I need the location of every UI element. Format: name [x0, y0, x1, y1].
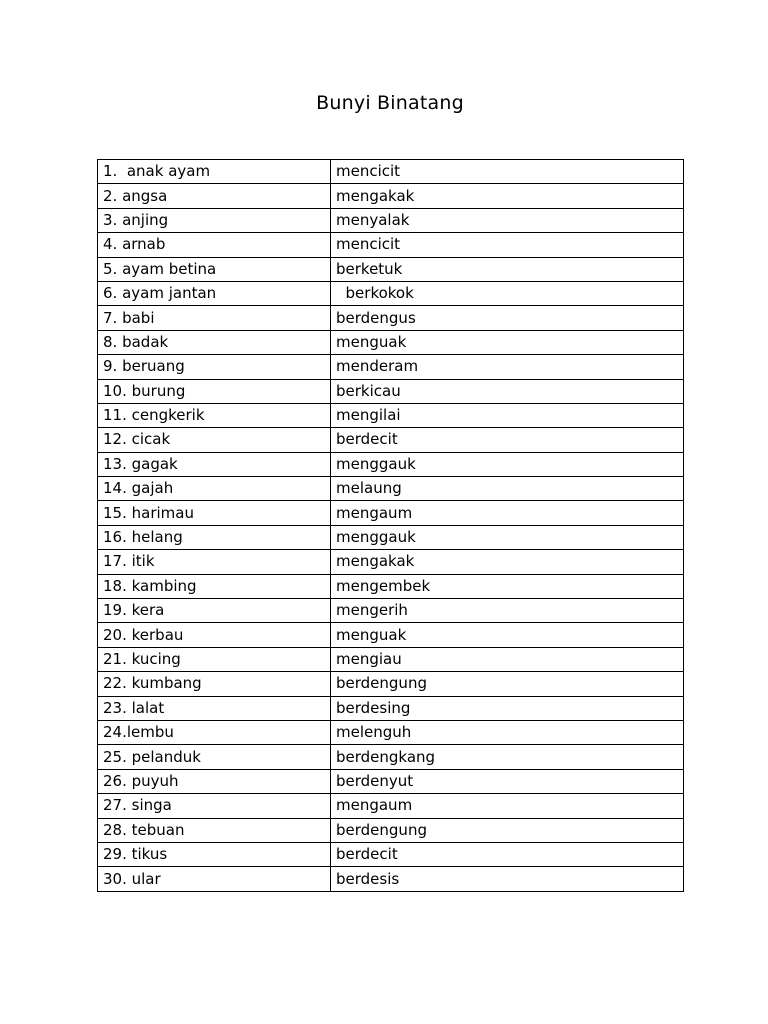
- animal-name-cell: 13. gagak: [98, 452, 331, 476]
- animal-sound-cell: mencicit: [331, 233, 684, 257]
- animal-sound-cell: berkicau: [331, 379, 684, 403]
- animal-name-cell: 27. singa: [98, 794, 331, 818]
- table-row: [98, 599, 684, 623]
- table-row: [98, 574, 684, 598]
- animal-name-cell: 20. kerbau: [98, 623, 331, 647]
- animal-sound-cell: mengaum: [331, 794, 684, 818]
- animal-sound-cell: menyalak: [331, 208, 684, 232]
- animal-name-cell: 21. kucing: [98, 647, 331, 671]
- animal-sound-cell: menggauk: [331, 525, 684, 549]
- table-row: [98, 842, 684, 866]
- animal-sound-cell: mengerih: [331, 599, 684, 623]
- table-row: [98, 379, 684, 403]
- animal-name-cell: 25. pelanduk: [98, 745, 331, 769]
- animal-name-cell: 23. lalat: [98, 696, 331, 720]
- animal-sound-cell: mengembek: [331, 574, 684, 598]
- animal-sounds-table: [97, 159, 684, 892]
- table-row: [98, 769, 684, 793]
- animal-name-cell: 1. anak ayam: [98, 160, 331, 184]
- table-row: [98, 306, 684, 330]
- table-row: [98, 208, 684, 232]
- table-row: [98, 403, 684, 427]
- animal-name-cell: 28. tebuan: [98, 818, 331, 842]
- table-row: [98, 696, 684, 720]
- table-row: [98, 233, 684, 257]
- table-body: [98, 160, 684, 892]
- animal-name-cell: 11. cengkerik: [98, 403, 331, 427]
- animal-sound-cell: melaung: [331, 477, 684, 501]
- animal-name-cell: 8. badak: [98, 330, 331, 354]
- animal-sound-cell: mengakak: [331, 184, 684, 208]
- animal-name-cell: 2. angsa: [98, 184, 331, 208]
- table-row: [98, 745, 684, 769]
- table-row: [98, 794, 684, 818]
- table-row: [98, 623, 684, 647]
- animal-name-cell: 9. beruang: [98, 355, 331, 379]
- animal-sound-cell: mencicit: [331, 160, 684, 184]
- animal-sound-cell: menguak: [331, 330, 684, 354]
- animal-name-cell: 29. tikus: [98, 842, 331, 866]
- animal-name-cell: 6. ayam jantan: [98, 281, 331, 305]
- animal-name-cell: 7. babi: [98, 306, 331, 330]
- animal-name-cell: 14. gajah: [98, 477, 331, 501]
- table-row: [98, 184, 684, 208]
- table-row: [98, 818, 684, 842]
- animal-sound-cell: mengakak: [331, 550, 684, 574]
- animal-sound-cell: berdesis: [331, 867, 684, 891]
- animal-sound-cell: mengiau: [331, 647, 684, 671]
- table-row: [98, 477, 684, 501]
- animal-sound-cell: berdengkang: [331, 745, 684, 769]
- table-row: [98, 257, 684, 281]
- animal-name-cell: 15. harimau: [98, 501, 331, 525]
- table-row: [98, 428, 684, 452]
- animal-sound-cell: berdengung: [331, 818, 684, 842]
- animal-name-cell: 3. anjing: [98, 208, 331, 232]
- table-row: [98, 355, 684, 379]
- animal-name-cell: 16. helang: [98, 525, 331, 549]
- table-row: [98, 647, 684, 671]
- animal-name-cell: 10. burung: [98, 379, 331, 403]
- animal-name-cell: 12. cicak: [98, 428, 331, 452]
- animal-sound-cell: berdengus: [331, 306, 684, 330]
- animal-name-cell: 17. itik: [98, 550, 331, 574]
- animal-sound-cell: berdenyut: [331, 769, 684, 793]
- animal-name-cell: 26. puyuh: [98, 769, 331, 793]
- animal-sound-cell: berdesing: [331, 696, 684, 720]
- animal-name-cell: 4. arnab: [98, 233, 331, 257]
- animal-sound-cell: berkokok: [331, 281, 684, 305]
- table-row: [98, 550, 684, 574]
- table-row: [98, 525, 684, 549]
- table-row: [98, 330, 684, 354]
- table-row: [98, 501, 684, 525]
- table-row: [98, 160, 684, 184]
- animal-name-cell: 19. kera: [98, 599, 331, 623]
- table-row: [98, 452, 684, 476]
- animal-name-cell: 22. kumbang: [98, 672, 331, 696]
- animal-sound-cell: menguak: [331, 623, 684, 647]
- animal-sound-cell: berdengung: [331, 672, 684, 696]
- page-title: Bunyi Binatang: [316, 92, 464, 114]
- animal-sound-cell: berdecit: [331, 842, 684, 866]
- animal-sound-cell: berketuk: [331, 257, 684, 281]
- animal-sound-cell: mengilai: [331, 403, 684, 427]
- animal-sound-cell: berdecit: [331, 428, 684, 452]
- animal-sound-cell: menggauk: [331, 452, 684, 476]
- animal-name-cell: 30. ular: [98, 867, 331, 891]
- table-row: [98, 867, 684, 891]
- table-row: [98, 672, 684, 696]
- animal-sound-cell: menderam: [331, 355, 684, 379]
- animal-name-cell: 18. kambing: [98, 574, 331, 598]
- table-row: [98, 281, 684, 305]
- table-row: [98, 720, 684, 744]
- animal-sound-cell: mengaum: [331, 501, 684, 525]
- animal-name-cell: 24.lembu: [98, 720, 331, 744]
- animal-sound-cell: melenguh: [331, 720, 684, 744]
- animal-name-cell: 5. ayam betina: [98, 257, 331, 281]
